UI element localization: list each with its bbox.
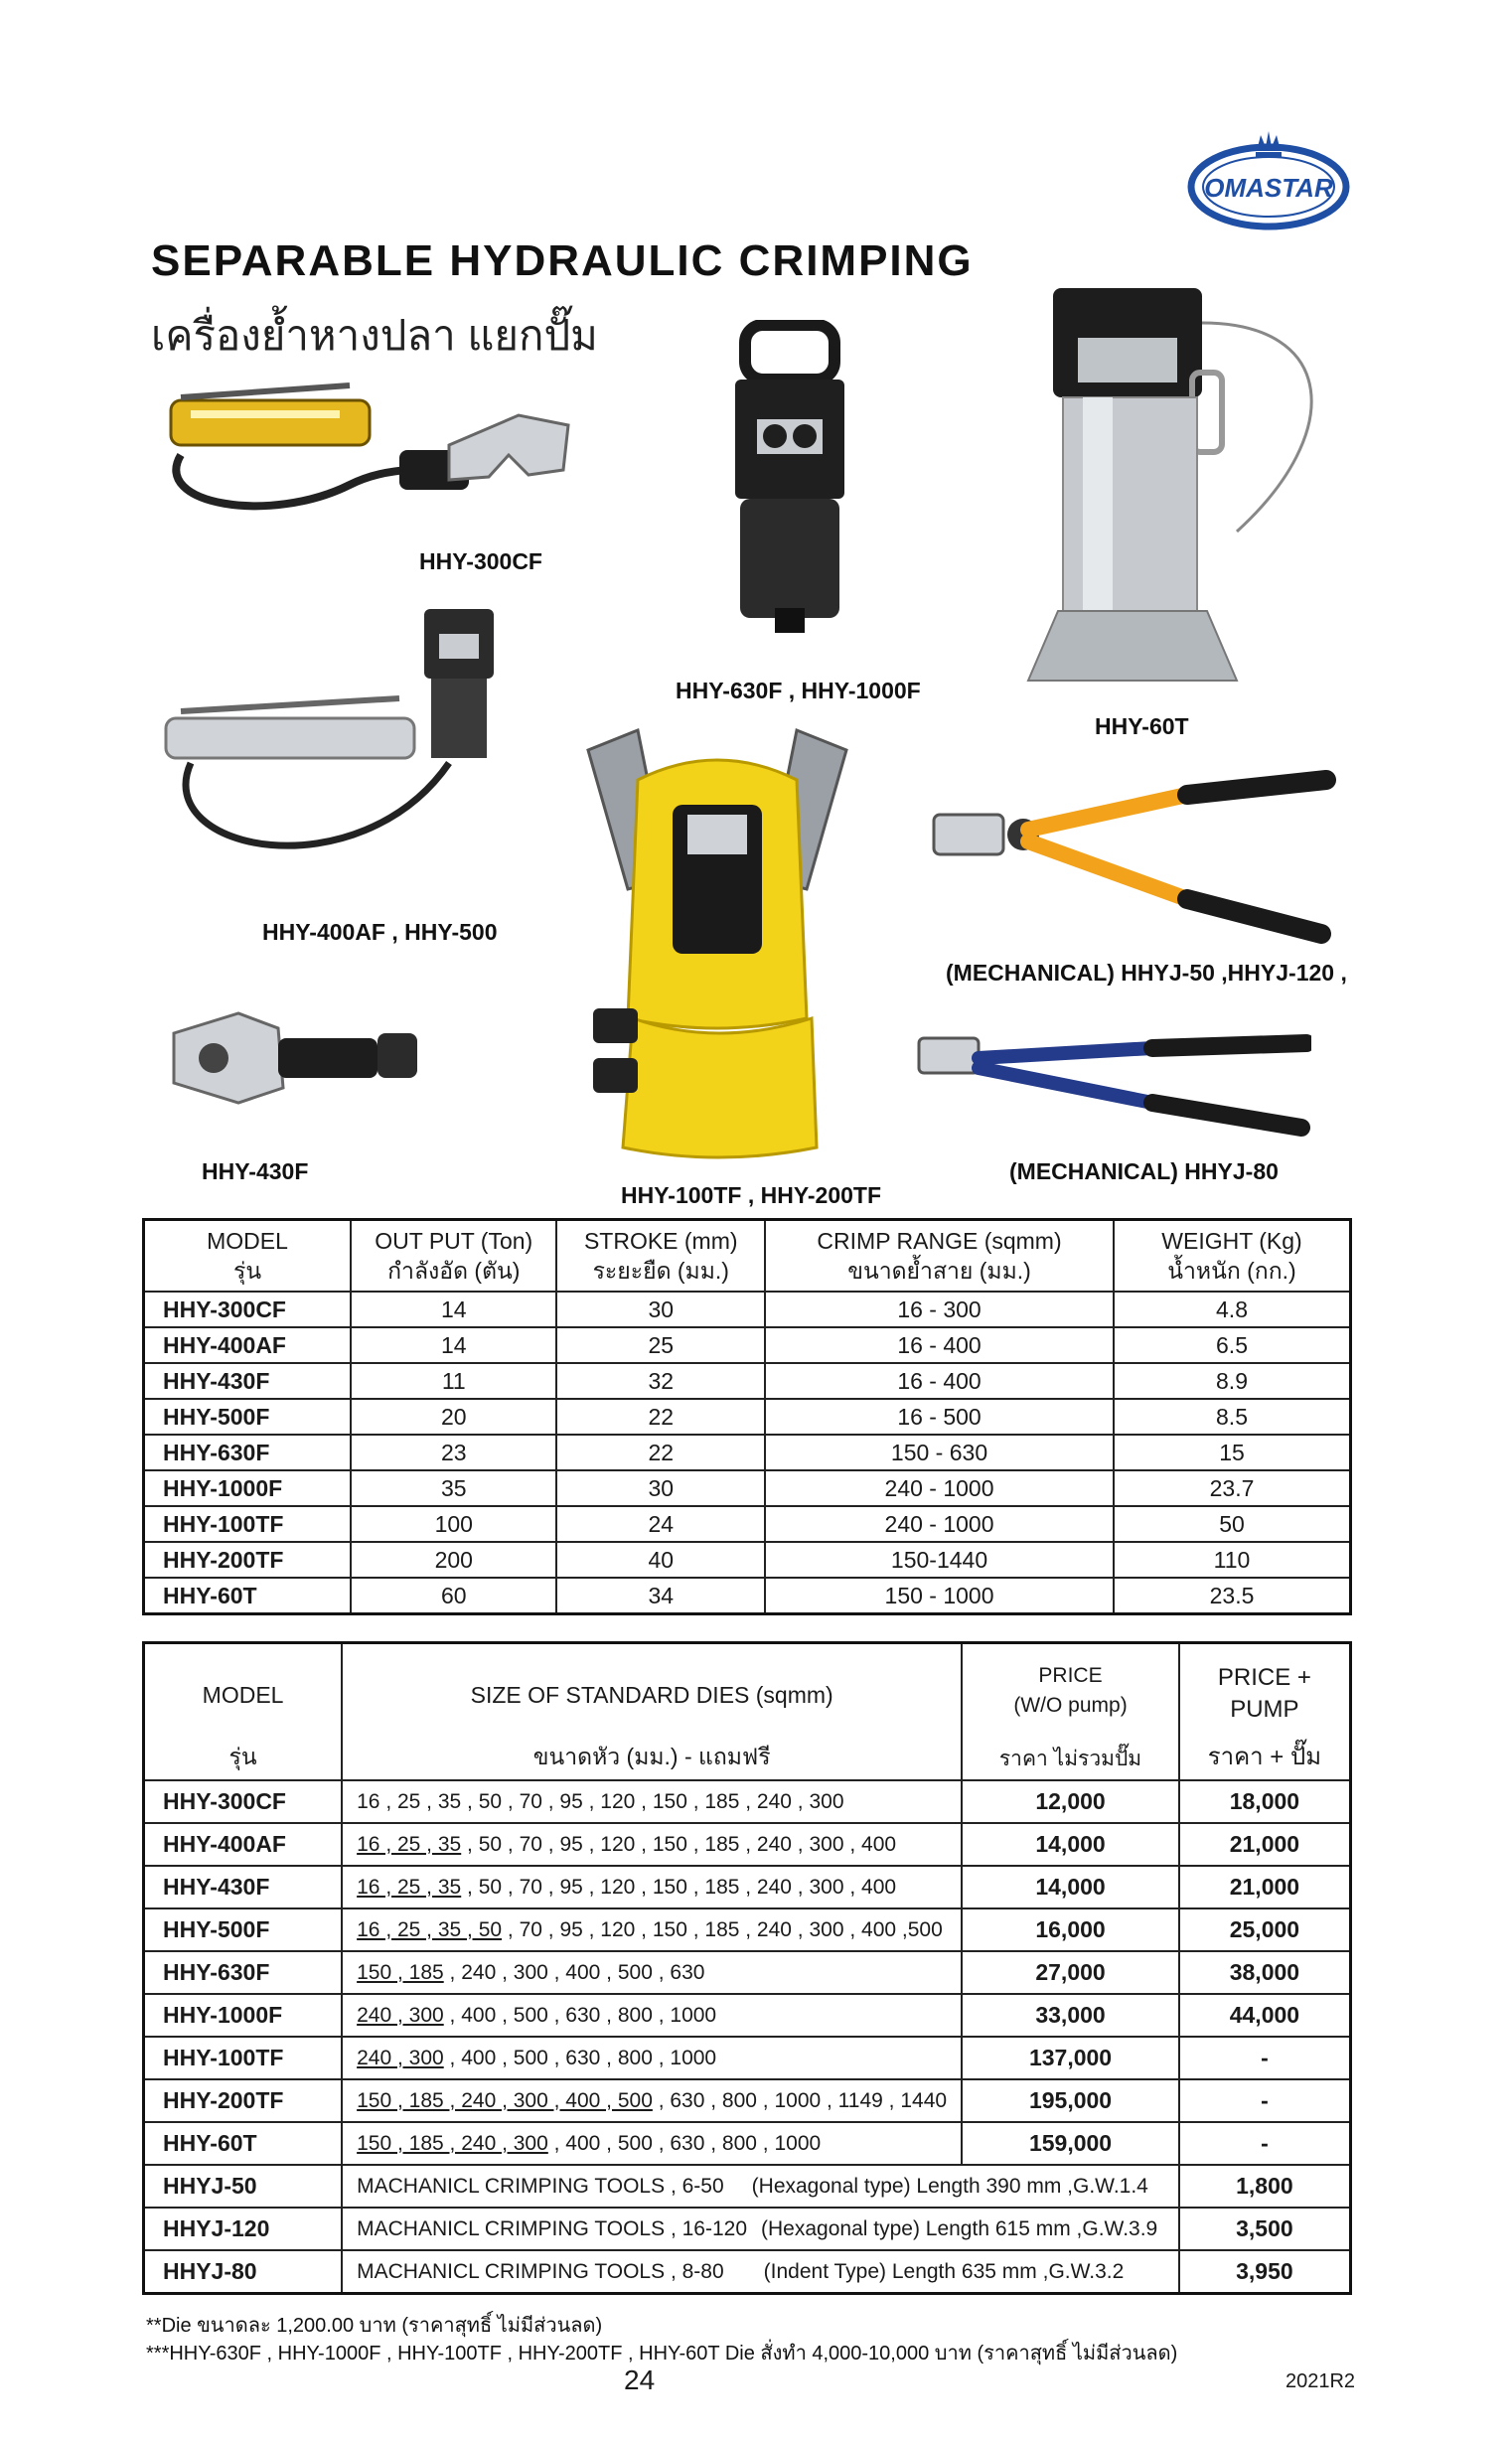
spec-header-range: CRIMP RANGE (sqmm) ขนาดย้ำสาย (มม.) xyxy=(765,1220,1114,1293)
table-row: HHY-630F 23 22 150 - 630 15 xyxy=(144,1435,1351,1470)
table-row-mechanical: HHYJ-50 MACHANICL CRIMPING TOOLS , 6-50 (Hexagonal type) Length 390 mm ,G.W.1.4 1,800 xyxy=(144,2165,1351,2208)
spec-table xyxy=(142,1218,1352,1615)
table-row: HHY-300CF 16 , 25 , 35 , 50 , 70 , 95 , 120 , 150 , 185 , 240 , 300 12,000 18,000 xyxy=(144,1780,1351,1823)
product-image-hhy-300cf xyxy=(151,366,588,534)
product-image-hhy-60t xyxy=(1008,283,1346,700)
page-number: 24 xyxy=(624,2364,656,2395)
table-row: HHY-200TF 200 40 150-1440 110 xyxy=(144,1542,1351,1578)
product-image-hhy-100tf xyxy=(578,710,856,1167)
caption-hhyj-50-120: (MECHANICAL) HHYJ-50 ,HHYJ-120 , xyxy=(946,960,1347,986)
price-header-row xyxy=(144,1643,1351,1781)
table-row: HHY-500F 16 , 25 , 35 , 50 , 70 , 95 , 120 , 150 , 185 , 240 , 300 , 400 ,500 16,000 25,000 xyxy=(144,1908,1351,1951)
note-die-price: **Die ขนาดละ 1,200.00 บาท (ราคาสุทธิ์ ไม่มีส่วนลด) xyxy=(146,2315,603,2337)
caption-hhy-430f: HHY-430F xyxy=(202,1158,309,1184)
table-row: HHY-430F 16 , 25 , 35 , 50 , 70 , 95 , 120 , 150 , 185 , 240 , 300 , 400 14,000 21,000 xyxy=(144,1866,1351,1908)
spec-header-output: OUT PUT (Ton) กำลังอัด (ตัน) xyxy=(351,1220,556,1293)
table-row-mechanical: HHYJ-80 MACHANICL CRIMPING TOOLS , 8-80 (Indent Type) Length 635 mm ,G.W.3.2 3,950 xyxy=(144,2250,1351,2294)
caption-hhy-630f-1000f: HHY-630F , HHY-1000F xyxy=(676,678,921,703)
table-row: HHY-60T 60 34 150 - 1000 23.5 xyxy=(144,1578,1351,1614)
table-row: HHY-400AF 14 25 16 - 400 6.5 xyxy=(144,1327,1351,1363)
table-row: HHY-1000F 240 , 300 , 400 , 500 , 630 , 800 , 1000 33,000 44,000 xyxy=(144,1994,1351,2037)
product-image-hhy-400af xyxy=(161,604,529,902)
table-row: HHY-100TF 100 24 240 - 1000 50 xyxy=(144,1506,1351,1542)
table-row: HHY-430F 11 32 16 - 400 8.9 xyxy=(144,1363,1351,1399)
page-subtitle-thai: เครื่องย้ำหางปลา แยกปั๊ม xyxy=(151,312,598,359)
table-row: HHY-400AF 16 , 25 , 35 , 50 , 70 , 95 , 120 , 150 , 185 , 240 , 300 , 400 14,000 21,000 xyxy=(144,1823,1351,1866)
price-header-pump: PRICE + PUMP ราคา + ปั๊ม xyxy=(1179,1643,1351,1781)
note-custom-die: ***HHY-630F , HHY-1000F , HHY-100TF , HHY-200TF , HHY-60T Die สั่งทำ 4,000-10,000 บาท (ราคาสุทธิ์ ไม่มีส่วนลด) xyxy=(146,2343,1178,2364)
spec-header-model: MODEL รุ่น xyxy=(144,1220,352,1293)
table-row: HHY-100TF 240 , 300 , 400 , 500 , 630 , 800 , 1000 137,000 - xyxy=(144,2037,1351,2079)
caption-hhy-100tf-200tf: HHY-100TF , HHY-200TF xyxy=(621,1182,882,1208)
spec-header-row xyxy=(144,1220,1351,1293)
omastar-logo xyxy=(1187,129,1351,233)
page-title: SEPARABLE HYDRAULIC CRIMPING xyxy=(151,236,974,285)
table-row-mechanical: HHYJ-120 MACHANICL CRIMPING TOOLS , 16-120 (Hexagonal type) Length 615 mm ,G.W.3.9 3,500 xyxy=(144,2208,1351,2250)
product-image-hhy-630f xyxy=(715,320,864,638)
table-row: HHY-60T 150 , 185 , 240 , 300 , 400 , 500 , 630 , 800 , 1000 159,000 - xyxy=(144,2122,1351,2165)
price-header-price: PRICE (W/O pump) ราคา ไม่รวมปั๊ม xyxy=(962,1643,1179,1781)
product-image-hhyj-80 xyxy=(914,1028,1311,1138)
caption-hhy-400af-500: HHY-400AF , HHY-500 xyxy=(262,919,498,945)
product-image-hhy-430f xyxy=(169,1003,422,1113)
price-table xyxy=(142,1641,1352,2295)
price-header-dies: SIZE OF STANDARD DIES (sqmm) ขนาดหัว (มม.) - แถมฟรี xyxy=(342,1643,962,1781)
table-row: HHY-1000F 35 30 240 - 1000 23.7 xyxy=(144,1470,1351,1506)
revision-code: 2021R2 xyxy=(1285,2370,1356,2392)
caption-hhyj-80: (MECHANICAL) HHYJ-80 xyxy=(1009,1158,1279,1184)
caption-hhy-300cf: HHY-300CF xyxy=(419,548,542,574)
table-row: HHY-300CF 14 30 16 - 300 4.8 xyxy=(144,1292,1351,1327)
price-header-model: MODEL รุ่น xyxy=(144,1643,343,1781)
caption-hhy-60t: HHY-60T xyxy=(1095,713,1189,739)
table-row: HHY-200TF 150 , 185 , 240 , 300 , 400 , 500 , 630 , 800 , 1000 , 1149 , 1440 195,000 - xyxy=(144,2079,1351,2122)
table-row: HHY-500F 20 22 16 - 500 8.5 xyxy=(144,1399,1351,1435)
svg-text:OMASTAR: OMASTAR xyxy=(1204,173,1333,203)
product-image-hhyj-50 xyxy=(929,770,1336,944)
spec-header-stroke: STROKE (mm) ระยะยืด (มม.) xyxy=(556,1220,765,1293)
spec-header-weight: WEIGHT (Kg) น้ำหนัก (กก.) xyxy=(1114,1220,1350,1293)
table-row: HHY-630F 150 , 185 , 240 , 300 , 400 , 500 , 630 27,000 38,000 xyxy=(144,1951,1351,1994)
